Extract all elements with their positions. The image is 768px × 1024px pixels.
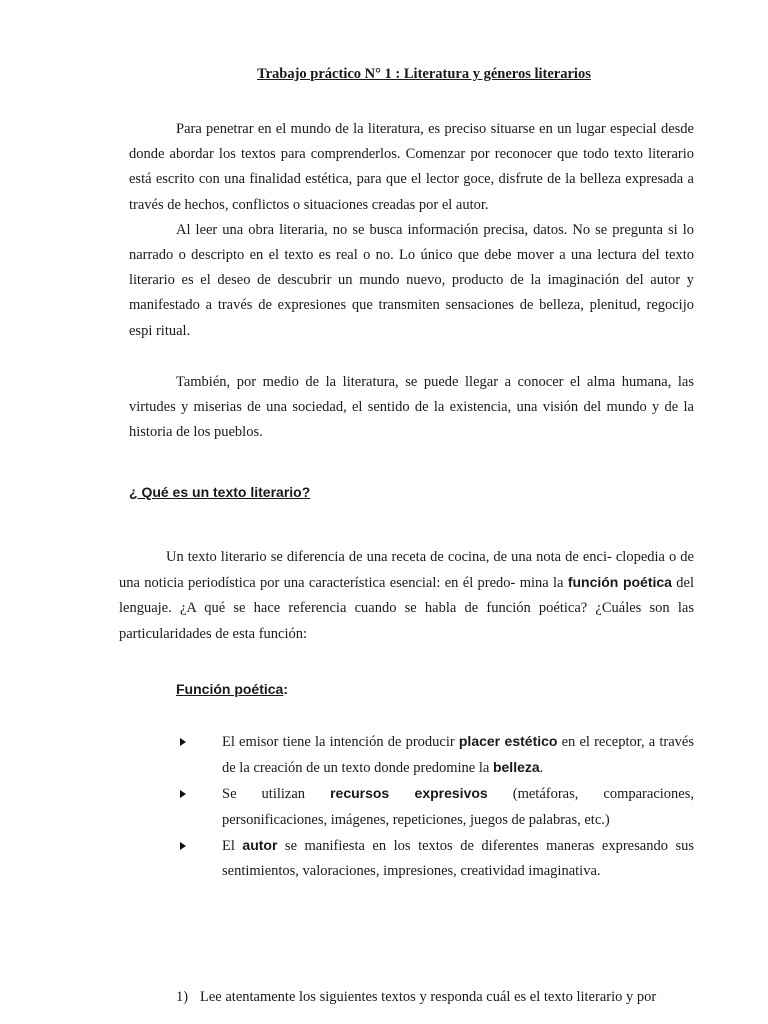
bullet-item: [176, 833, 694, 884]
arrow-bullet-icon: [180, 842, 186, 850]
bullet-bold: recursos expresivos: [330, 785, 488, 802]
intro-paragraph-1: Para penetrar en el mundo de la literatura, es preciso situarse en un lugar especial desde donde abordar los textos para comprenderlos. Comenzar por reconocer que todo texto literario está escrito con una finalidad estética, para que el lector goce, disfrute de la belleza expresada a través de hechos, conflictos o situaciones creadas por el autor.: [129, 121, 694, 213]
bullet-item: [176, 781, 694, 832]
section-paragraph: [119, 545, 694, 647]
document-title: Trabajo práctico N° 1 : Literatura y géneros literarios: [257, 66, 591, 82]
bullet-text: (metáforas, comparaciones, personificaciones, imágenes, repeticiones, juegos de palabras, etc.): [222, 786, 694, 828]
bullet-text: en el receptor, a través de la creación de un texto donde predomine la: [222, 734, 695, 777]
bullet-list: [176, 729, 694, 884]
section-text-part2: del lenguaje. ¿A qué se hace referencia cuando se habla de función poética? ¿Cuáles son las particularidades de esta función:: [119, 575, 695, 642]
bullet-text: Se utilizan: [222, 786, 331, 803]
section-text-part1: Un texto literario se diferencia de una receta de cocina, de una nota de enci- clopedia o de una noticia periodística por una característica esencial: en él predo- mina la: [119, 549, 694, 592]
also-section: [129, 370, 694, 446]
section-body: [119, 545, 694, 647]
section-heading: ¿ Qué es un texto literario?: [129, 484, 311, 500]
subheading: [176, 681, 288, 697]
intro-paragraph-2: Al leer una obra literaria, no se busca información precisa, datos. No se pregunta si lo narrado o descripto en el texto es real o no. Lo único que debe mover a una lectura del texto literario es el deseo de descubrir un mundo nuevo, producto de la imaginación del autor y manifestado a través de expresiones que transmiten sensaciones de belleza, plenitud, regocijo espi ritual.: [129, 221, 694, 339]
bullet-bold: belleza: [492, 759, 540, 776]
intro-section: [129, 117, 694, 344]
bullet-text: El emisor tiene la intención de producir: [222, 734, 459, 750]
bullet-bold: autor: [242, 836, 278, 853]
section-text-bold: función poética: [567, 574, 672, 591]
bullet-item: [176, 729, 694, 781]
subheading-colon: :: [283, 681, 289, 697]
arrow-bullet-icon: [180, 738, 186, 746]
question-text: Lee atentamente los siguientes textos y responda cuál es el texto literario y por: [200, 989, 657, 1005]
bullet-bold: placer estético: [458, 733, 558, 749]
arrow-bullet-icon: [180, 790, 186, 798]
bullet-text: .: [539, 760, 544, 777]
question-item: [176, 985, 694, 1010]
question-number: 1): [176, 989, 189, 1005]
bullet-text: se manifiesta en los textos de diferentes maneras expresando sus sentimientos, valoraciones, impresiones, creatividad imaginativa.: [222, 837, 694, 880]
also-paragraph: También, por medio de la literatura, se puede llegar a conocer el alma humana, las virtudes y miserias de una sociedad, el sentido de la existencia, una visión del mundo y de la historia de los pueblos.: [129, 374, 694, 441]
bullet-text: El: [222, 837, 243, 854]
subheading-text: Función poética: [176, 681, 284, 697]
